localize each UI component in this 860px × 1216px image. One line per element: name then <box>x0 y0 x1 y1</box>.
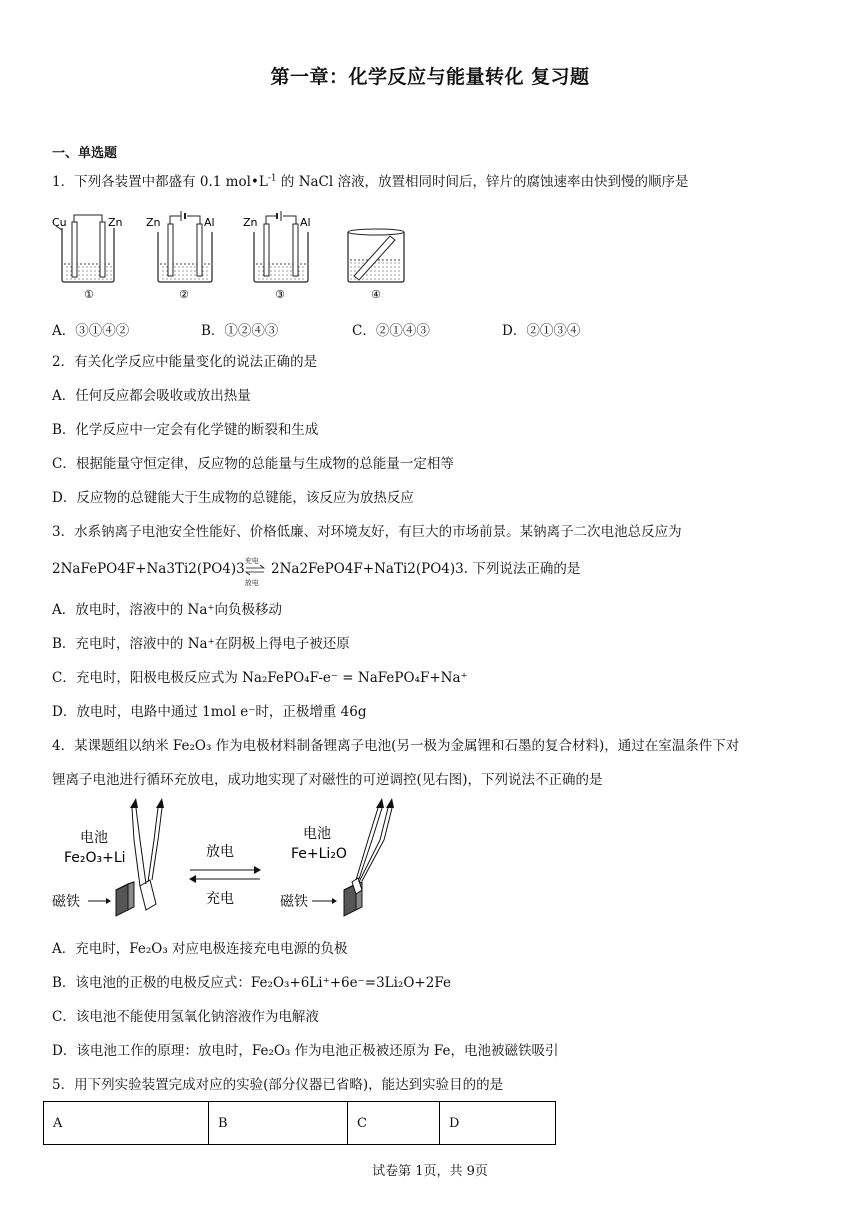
label-discharge: 放电 <box>206 844 234 860</box>
q3-stem: 3．水系钠离子电池安全性能好、价格低廉、对环境友好，有巨大的市场前景。某钠离子二次电池总反应为 <box>52 524 682 540</box>
right-label-magnet: 磁铁 <box>280 894 308 910</box>
beaker-4 <box>348 229 404 301</box>
battery-right <box>280 798 394 916</box>
left-label-formula: Fe₂O₃+Li <box>64 850 126 866</box>
left-label-battery: 电池 <box>80 830 108 846</box>
table-header-c: C <box>348 1102 440 1145</box>
battery-left <box>52 798 164 916</box>
q3-option-a: A．放电时，溶液中的 Na⁺向负极移动 <box>52 602 283 618</box>
table-header-a: A <box>44 1102 209 1145</box>
q5-options-table <box>43 1101 556 1145</box>
table-row <box>44 1102 556 1145</box>
label-al-2: Al <box>204 216 215 229</box>
q1-stem-part2: 的 NaCl 溶液，放置相同时间后，锌片的腐蚀速率由快到慢的顺序是 <box>276 174 689 190</box>
right-label-battery: 电池 <box>303 826 331 842</box>
table-header-b: B <box>209 1102 348 1145</box>
label-al-3: Al <box>300 216 311 229</box>
q2-stem: 2．有关化学反应中能量变化的说法正确的是 <box>52 354 318 370</box>
q3-option-d: D．放电时，电路中通过 1mol e⁻时，正极增重 46g <box>52 704 367 720</box>
beaker-1 <box>52 215 123 301</box>
table-header-d: D <box>440 1102 556 1145</box>
q4-option-a: A．充电时，Fe₂O₃ 对应电极连接充电电源的负极 <box>52 941 348 957</box>
q1-stem-sup: -1 <box>267 173 277 184</box>
q3-equation <box>52 556 581 587</box>
q4-option-d: D．该电池工作的原理：放电时，Fe₂O₃ 作为电池正极被还原为 Fe，电池被磁铁吸引 <box>52 1043 559 1059</box>
q3-eq-tail: 下列说法正确的是 <box>468 561 581 577</box>
q1-option-a: A．③①④② <box>52 323 130 339</box>
q1-option-b: B．①②④③ <box>201 323 279 339</box>
arrow-label-charge: 充电 <box>244 556 259 565</box>
page-footer: 试卷第 1页，共 9页 <box>372 1164 488 1179</box>
right-label-formula: Fe+Li₂O <box>291 846 347 862</box>
label-4: ④ <box>371 288 381 301</box>
q4-option-c: C．该电池不能使用氢氧化钠溶液作为电解液 <box>52 1009 319 1025</box>
q2-option-b: B．化学反应中一定会有化学键的断裂和生成 <box>52 422 319 438</box>
arrow-label-discharge: 放电 <box>244 578 259 587</box>
q1-option-d: D．②①③④ <box>502 323 581 339</box>
label-cu: Cu <box>52 216 67 229</box>
q4-stem-line1: 4．某课题组以纳米 Fe₂O₃ 作为电极材料制备锂离子电池(另一极为金属锂和石墨的复合材料)，通过在室温条件下对 <box>52 738 740 754</box>
q3-option-c: C．充电时，阳极电极反应式为 Na₂FePO₄F-e⁻ = NaFePO₄F+Na⁺ <box>52 670 468 686</box>
q4-magnet-figure <box>52 800 416 928</box>
q4-stem-line2: 锂离子电池进行循环充放电，成功地实现了对磁性的可逆调控(见右图)，下列说法不正确的是 <box>52 772 603 788</box>
q2-option-a: A．任何反应都会吸收或放出热量 <box>52 388 251 404</box>
q1-apparatus-figure <box>50 210 430 306</box>
left-label-magnet: 磁铁 <box>52 894 80 910</box>
reaction-arrows <box>189 843 261 907</box>
q2-option-d: D．反应物的总键能大于生成物的总键能，该反应为放热反应 <box>52 490 414 506</box>
q1-option-c: C．②①④③ <box>352 323 430 339</box>
q3-eq-left: 2NaFePO4F+Na3Ti2(PO4)3 <box>52 561 245 577</box>
label-1: ① <box>84 288 94 301</box>
label-zn-2: Zn <box>146 216 161 229</box>
q3-option-b: B．充电时，溶液中的 Na⁺在阴极上得电子被还原 <box>52 636 350 652</box>
beaker-2 <box>146 211 215 301</box>
q1-stem-part1: 1．下列各装置中都盛有 0.1 mol•L <box>52 174 268 190</box>
q5-stem: 5．用下列实验装置完成对应的实验(部分仪器已省略)，能达到实验目的的是 <box>52 1077 504 1093</box>
page-title: 第一章：化学反应与能量转化 复习题 <box>270 66 590 88</box>
label-charge: 充电 <box>206 891 234 907</box>
label-2: ② <box>179 288 189 301</box>
q4-option-b: B．该电池的正极的电极反应式：Fe₂O₃+6Li⁺+6e⁻=3Li₂O+2Fe <box>52 975 451 991</box>
q1-stem <box>52 173 689 191</box>
q2-option-c: C．根据能量守恒定律，反应物的总能量与生成物的总能量一定相等 <box>52 456 454 472</box>
reversible-arrow <box>244 556 267 587</box>
label-3: ③ <box>275 288 285 301</box>
beaker-3 <box>243 211 311 301</box>
section-heading: 一、单选题 <box>52 146 118 161</box>
label-zn-1: Zn <box>108 216 123 229</box>
label-zn-3: Zn <box>243 216 258 229</box>
q3-eq-right: 2Na2FePO4F+NaTi2(PO4)3. <box>271 561 469 577</box>
